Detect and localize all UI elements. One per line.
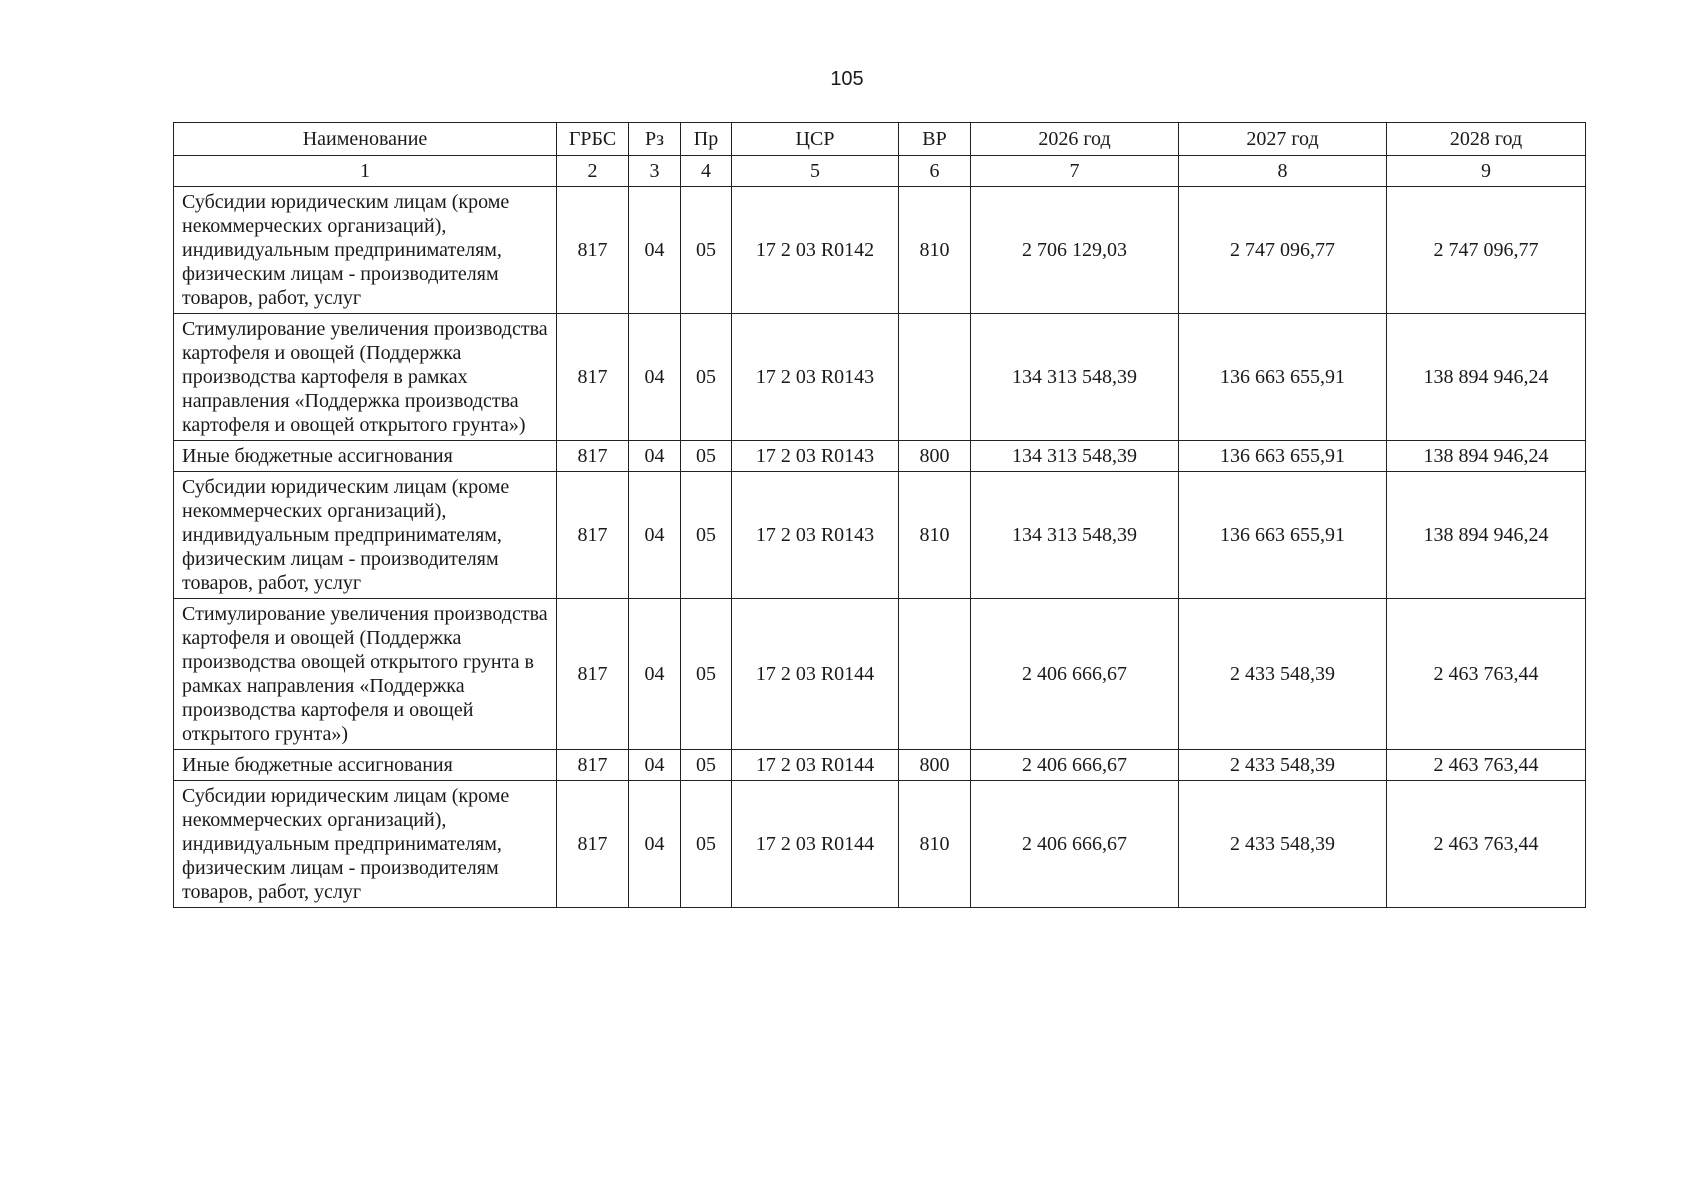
row-grbs: 817 [557, 750, 629, 781]
column-number: 1 [174, 156, 557, 187]
budget-table [173, 122, 1586, 908]
row-grbs: 817 [557, 472, 629, 599]
row-csr: 17 2 03 R0144 [732, 781, 899, 908]
column-number: 5 [732, 156, 899, 187]
column-number: 6 [899, 156, 971, 187]
table-row [174, 441, 1586, 472]
column-number: 7 [971, 156, 1179, 187]
row-name: Субсидии юридическим лицам (кроме некоммерческих организаций), индивидуальным предпринимателям, физическим лицам - производителям товаров, работ, услуг [174, 781, 557, 908]
row-csr: 17 2 03 R0144 [732, 599, 899, 750]
row-amount-2028: 138 894 946,24 [1387, 314, 1586, 441]
row-vr: 800 [899, 441, 971, 472]
row-pr: 05 [681, 599, 732, 750]
header-csr: ЦСР [732, 123, 899, 156]
row-csr: 17 2 03 R0144 [732, 750, 899, 781]
table-row [174, 750, 1586, 781]
header-2026: 2026 год [971, 123, 1179, 156]
column-number: 3 [629, 156, 681, 187]
row-pr: 05 [681, 472, 732, 599]
row-name: Субсидии юридическим лицам (кроме некоммерческих организаций), индивидуальным предпринимателям, физическим лицам - производителям товаров, работ, услуг [174, 472, 557, 599]
table-row [174, 472, 1586, 599]
row-grbs: 817 [557, 441, 629, 472]
row-vr: 800 [899, 750, 971, 781]
row-amount-2027: 136 663 655,91 [1179, 441, 1387, 472]
row-rz: 04 [629, 599, 681, 750]
row-amount-2026: 2 706 129,03 [971, 187, 1179, 314]
row-amount-2028: 2 747 096,77 [1387, 187, 1586, 314]
row-name: Стимулирование увеличения производства картофеля и овощей (Поддержка производства овощей открытого грунта в рамках направления «Поддержка производства картофеля и овощей открытого грунта») [174, 599, 557, 750]
row-vr: 810 [899, 187, 971, 314]
row-amount-2027: 2 433 548,39 [1179, 599, 1387, 750]
column-number: 9 [1387, 156, 1586, 187]
column-number: 2 [557, 156, 629, 187]
row-name: Иные бюджетные ассигнования [174, 750, 557, 781]
row-amount-2026: 2 406 666,67 [971, 781, 1179, 908]
row-amount-2027: 2 433 548,39 [1179, 750, 1387, 781]
row-grbs: 817 [557, 314, 629, 441]
table-row [174, 314, 1586, 441]
row-amount-2027: 2 747 096,77 [1179, 187, 1387, 314]
row-vr [899, 314, 971, 441]
table-row [174, 599, 1586, 750]
row-rz: 04 [629, 750, 681, 781]
header-rz: Рз [629, 123, 681, 156]
header-vr: ВР [899, 123, 971, 156]
header-row [174, 123, 1586, 156]
column-number: 8 [1179, 156, 1387, 187]
row-rz: 04 [629, 472, 681, 599]
row-amount-2027: 2 433 548,39 [1179, 781, 1387, 908]
row-grbs: 817 [557, 187, 629, 314]
row-vr [899, 599, 971, 750]
row-pr: 05 [681, 187, 732, 314]
row-amount-2028: 2 463 763,44 [1387, 599, 1586, 750]
row-name: Иные бюджетные ассигнования [174, 441, 557, 472]
row-rz: 04 [629, 781, 681, 908]
row-amount-2026: 134 313 548,39 [971, 472, 1179, 599]
row-amount-2026: 134 313 548,39 [971, 441, 1179, 472]
header-grbs: ГРБС [557, 123, 629, 156]
row-amount-2026: 2 406 666,67 [971, 750, 1179, 781]
row-amount-2028: 2 463 763,44 [1387, 781, 1586, 908]
header-name: Наименование [174, 123, 557, 156]
row-pr: 05 [681, 750, 732, 781]
row-grbs: 817 [557, 781, 629, 908]
row-vr: 810 [899, 781, 971, 908]
row-rz: 04 [629, 441, 681, 472]
table-row [174, 781, 1586, 908]
row-csr: 17 2 03 R0143 [732, 472, 899, 599]
row-pr: 05 [681, 441, 732, 472]
row-csr: 17 2 03 R0143 [732, 441, 899, 472]
row-rz: 04 [629, 187, 681, 314]
row-name: Субсидии юридическим лицам (кроме некоммерческих организаций), индивидуальным предпринимателям, физическим лицам - производителям товаров, работ, услуг [174, 187, 557, 314]
row-amount-2026: 2 406 666,67 [971, 599, 1179, 750]
row-pr: 05 [681, 781, 732, 908]
row-amount-2028: 138 894 946,24 [1387, 441, 1586, 472]
table-row [174, 187, 1586, 314]
column-number-row [174, 156, 1586, 187]
row-vr: 810 [899, 472, 971, 599]
header-2028: 2028 год [1387, 123, 1586, 156]
row-amount-2028: 2 463 763,44 [1387, 750, 1586, 781]
row-amount-2027: 136 663 655,91 [1179, 472, 1387, 599]
column-number: 4 [681, 156, 732, 187]
header-2027: 2027 год [1179, 123, 1387, 156]
row-grbs: 817 [557, 599, 629, 750]
row-rz: 04 [629, 314, 681, 441]
row-amount-2027: 136 663 655,91 [1179, 314, 1387, 441]
row-pr: 05 [681, 314, 732, 441]
header-pr: Пр [681, 123, 732, 156]
row-amount-2028: 138 894 946,24 [1387, 472, 1586, 599]
row-name: Стимулирование увеличения производства картофеля и овощей (Поддержка производства картофеля в рамках направления «Поддержка производства картофеля и овощей открытого грунта») [174, 314, 557, 441]
row-csr: 17 2 03 R0143 [732, 314, 899, 441]
row-csr: 17 2 03 R0142 [732, 187, 899, 314]
page-number: 105 [830, 68, 864, 90]
row-amount-2026: 134 313 548,39 [971, 314, 1179, 441]
